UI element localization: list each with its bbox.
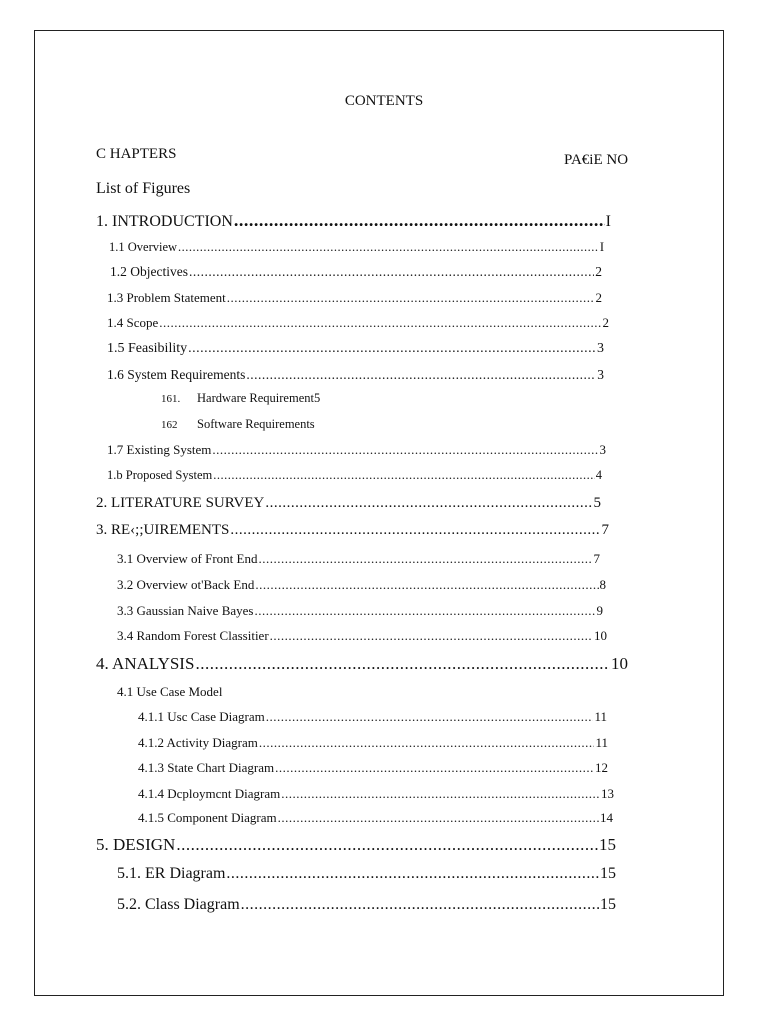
toc-entry: 5.2. Class Diagram ..... 15 [117,896,616,914]
toc-entry: 1. INTRODUCTION ..... I [96,210,611,231]
toc-entry: 1.6 System Requirements ..... 3 [107,367,604,383]
chapters-header: C HAPTERS [96,146,177,162]
toc-entry: 1.3 Problem Statement ..... 2 [107,290,602,306]
toc-entry: 1.7 Existing System ..... 3 [107,442,606,458]
toc-entry: 3.1 Overview of Front End ..... 7 [117,551,600,567]
toc-entry: 4.1.5 Component Diagram ..... 14 [138,810,613,826]
toc-entry: 3.3 Gaussian Naive Bayes ..... 9 [117,603,603,619]
toc-entry: 4. ANALYSIS ..... 10 [96,654,628,674]
toc-heading: 4.1 Use Case Model [117,684,223,699]
toc-subentry: 162 Software Requirements [161,417,315,431]
page-no-header: PA€iE NO [564,152,629,168]
toc-entry: 3.2 Overview ot'Back End ..... 8 [117,577,606,593]
toc-entry: 3. RE‹;;UIREMENTS ..... 7 [96,522,609,539]
toc-entry: 4.1.2 Activity Diagram ..... 11 [138,735,608,751]
toc-entry: 1.2 Objectives ..... 2 [110,264,602,280]
toc-entry: 1.b Proposed System ..... 4 [107,468,602,483]
toc-entry: 1.1 Overview ..... I [109,240,604,255]
toc-entry: 1.5 Feasibility ..... 3 [107,341,604,357]
toc-entry: 2. LITERATURE SURVEY ..... 5 [96,495,601,512]
toc-subentry: 161. Hardware Requirement5 [161,391,321,405]
toc-entry: 4.1.3 State Chart Diagram ..... 12 [138,760,608,776]
toc-entry: 4.1.4 Dcploymcnt Diagram ..... 13 [138,786,614,802]
toc-entry: 1.4 Scope ..... 2 [107,315,609,331]
toc-entry: 5.1. ER Diagram ..... 15 [117,865,616,883]
toc-entry: 5. DESIGN ..... 15 [96,835,616,855]
contents-title: CONTENTS [344,93,424,109]
toc-entry: 4.1.1 Usc Case Diagram ..... 11 [138,709,607,725]
list-of-figures: List of Figures [96,180,191,197]
toc-entry: 3.4 Random Forest Classitier ..... 10 [117,628,607,644]
